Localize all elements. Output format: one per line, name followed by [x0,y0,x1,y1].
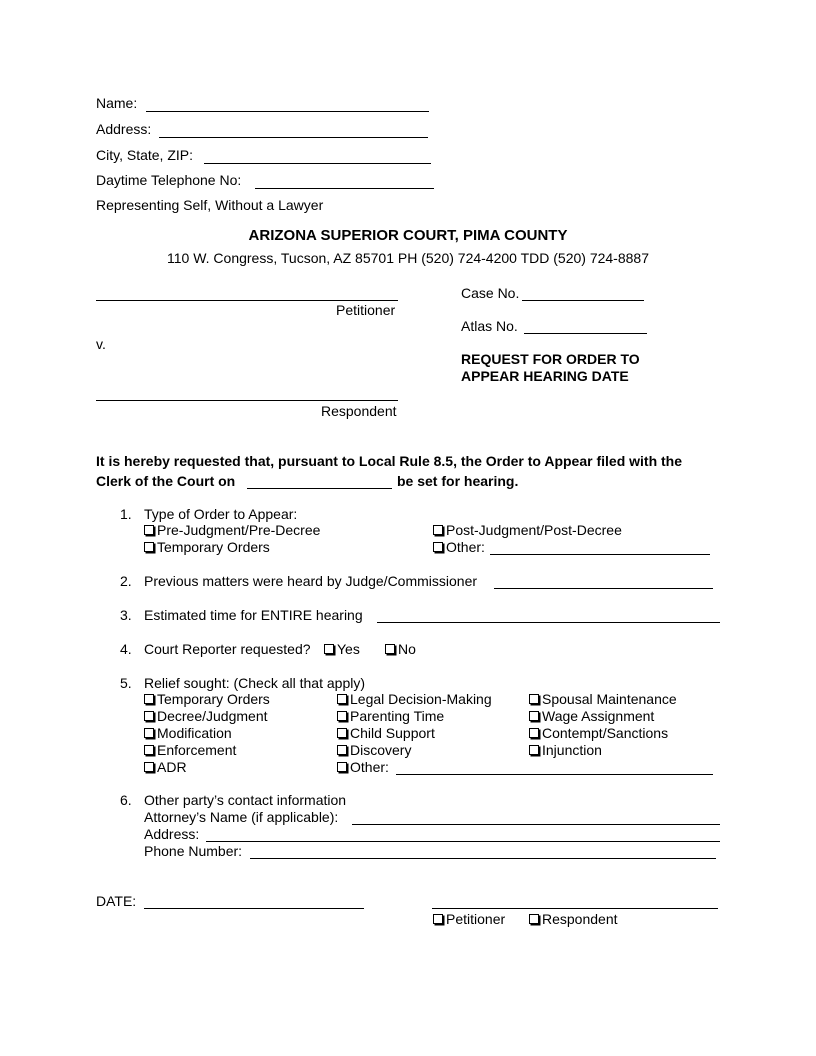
checkbox-icon [384,641,398,657]
checkbox-icon [143,522,157,538]
checkbox-icon [143,742,157,758]
other-party-phone-label: Phone Number: [144,843,243,859]
checkbox-icon [143,759,157,775]
form-title-line2: APPEAR HEARING DATE [461,368,629,384]
versus-label: v. [96,336,106,352]
relief-temporary-orders-checkbox[interactable]: Temporary Orders [143,691,270,708]
checkbox-icon [336,725,350,741]
case-no-field[interactable] [522,300,644,301]
checkbox-icon [528,911,542,927]
request-line2-after: be set for hearing. [397,473,519,489]
checkbox-icon [432,911,446,927]
order-other-checkbox[interactable]: Other: [432,539,485,556]
checkbox-icon [143,725,157,741]
court-address: 110 W. Congress, Tucson, AZ 85701 PH (520) 724-4200 TDD (520) 724-8887 [167,250,649,266]
name-label: Name: [96,95,138,111]
post-judgment-checkbox[interactable]: Post-Judgment/Post-Decree [432,522,622,539]
order-filed-date-field[interactable] [247,488,392,489]
item3-label: Estimated time for ENTIRE hearing [144,607,363,623]
relief-injunction-checkbox[interactable]: Injunction [528,742,602,759]
signature-field[interactable] [432,908,718,909]
item6-number: 6. [120,792,132,808]
pre-judgment-checkbox[interactable]: Pre-Judgment/Pre-Decree [143,522,320,539]
relief-contempt-sanctions-checkbox[interactable]: Contempt/Sanctions [528,725,668,742]
checkbox-icon [528,725,542,741]
order-other-field[interactable] [490,554,710,555]
relief-other-checkbox[interactable]: Other: [336,759,389,776]
relief-legal-decision-making-checkbox[interactable]: Legal Decision-Making [336,691,492,708]
other-party-phone-field[interactable] [250,858,716,859]
representing-self-text: Representing Self, Without a Lawyer [96,197,324,213]
request-line1: It is hereby requested that, pursuant to Local Rule 8.5, the Order to Appear filed with the [96,453,683,469]
relief-other-field[interactable] [396,774,713,775]
address-label: Address: [96,121,152,137]
court-reporter-no-checkbox[interactable]: No [384,641,416,658]
date-label: DATE: [96,893,137,909]
case-no-label: Case No. [461,285,520,301]
item6-label: Other party’s contact information [144,792,347,808]
checkbox-icon [336,708,350,724]
attorney-name-field[interactable] [352,824,720,825]
relief-discovery-checkbox[interactable]: Discovery [336,742,411,759]
relief-modification-checkbox[interactable]: Modification [143,725,232,742]
atlas-no-label: Atlas No. [461,318,518,334]
relief-adr-checkbox[interactable]: ADR [143,759,187,776]
relief-parenting-time-checkbox[interactable]: Parenting Time [336,708,444,725]
checkbox-icon [432,522,446,538]
court-reporter-yes-checkbox[interactable]: Yes [323,641,360,658]
checkbox-icon [143,691,157,707]
city-state-zip-label: City, State, ZIP: [96,147,193,163]
item5-number: 5. [120,675,132,691]
item5-label: Relief sought: (Check all that apply) [144,675,365,691]
request-line2-before: Clerk of the Court on [96,473,236,489]
relief-decree-judgment-checkbox[interactable]: Decree/Judgment [143,708,268,725]
other-party-address-label: Address: [144,826,200,842]
item1-label: Type of Order to Appear: [144,506,298,522]
address-field[interactable] [159,137,428,138]
date-field[interactable] [144,908,364,909]
respondent-label: Respondent [321,403,397,419]
temporary-orders-checkbox[interactable]: Temporary Orders [143,539,270,556]
form-title-line1: REQUEST FOR ORDER TO [461,351,640,367]
signer-petitioner-checkbox[interactable]: Petitioner [432,911,505,928]
item2-label: Previous matters were heard by Judge/Commissioner [144,573,478,589]
item2-number: 2. [120,573,132,589]
relief-wage-assignment-checkbox[interactable]: Wage Assignment [528,708,654,725]
respondent-name-field[interactable] [96,400,398,401]
item1-number: 1. [120,506,132,522]
checkbox-icon [528,708,542,724]
relief-child-support-checkbox[interactable]: Child Support [336,725,435,742]
checkbox-icon [336,691,350,707]
city-state-zip-field[interactable] [204,163,431,164]
estimated-time-field[interactable] [377,622,720,623]
daytime-phone-field[interactable] [255,188,434,189]
item4-label: Court Reporter requested? [144,641,311,657]
checkbox-icon [432,539,446,555]
atlas-no-field[interactable] [524,333,647,334]
relief-spousal-maintenance-checkbox[interactable]: Spousal Maintenance [528,691,677,708]
court-title: ARIZONA SUPERIOR COURT, PIMA COUNTY [248,227,568,244]
other-party-address-field[interactable] [206,841,720,842]
checkbox-icon [143,708,157,724]
checkbox-icon [528,742,542,758]
petitioner-name-field[interactable] [96,300,398,301]
name-field[interactable] [146,111,429,112]
attorney-name-label: Attorney’s Name (if applicable): [144,809,339,825]
judge-commissioner-field[interactable] [494,588,713,589]
signer-respondent-checkbox[interactable]: Respondent [528,911,618,928]
checkbox-icon [323,641,337,657]
item4-number: 4. [120,641,132,657]
relief-enforcement-checkbox[interactable]: Enforcement [143,742,236,759]
checkbox-icon [528,691,542,707]
petitioner-label: Petitioner [336,302,396,318]
daytime-phone-label: Daytime Telephone No: [96,172,242,188]
item3-number: 3. [120,607,132,623]
checkbox-icon [143,539,157,555]
checkbox-icon [336,759,350,775]
checkbox-icon [336,742,350,758]
